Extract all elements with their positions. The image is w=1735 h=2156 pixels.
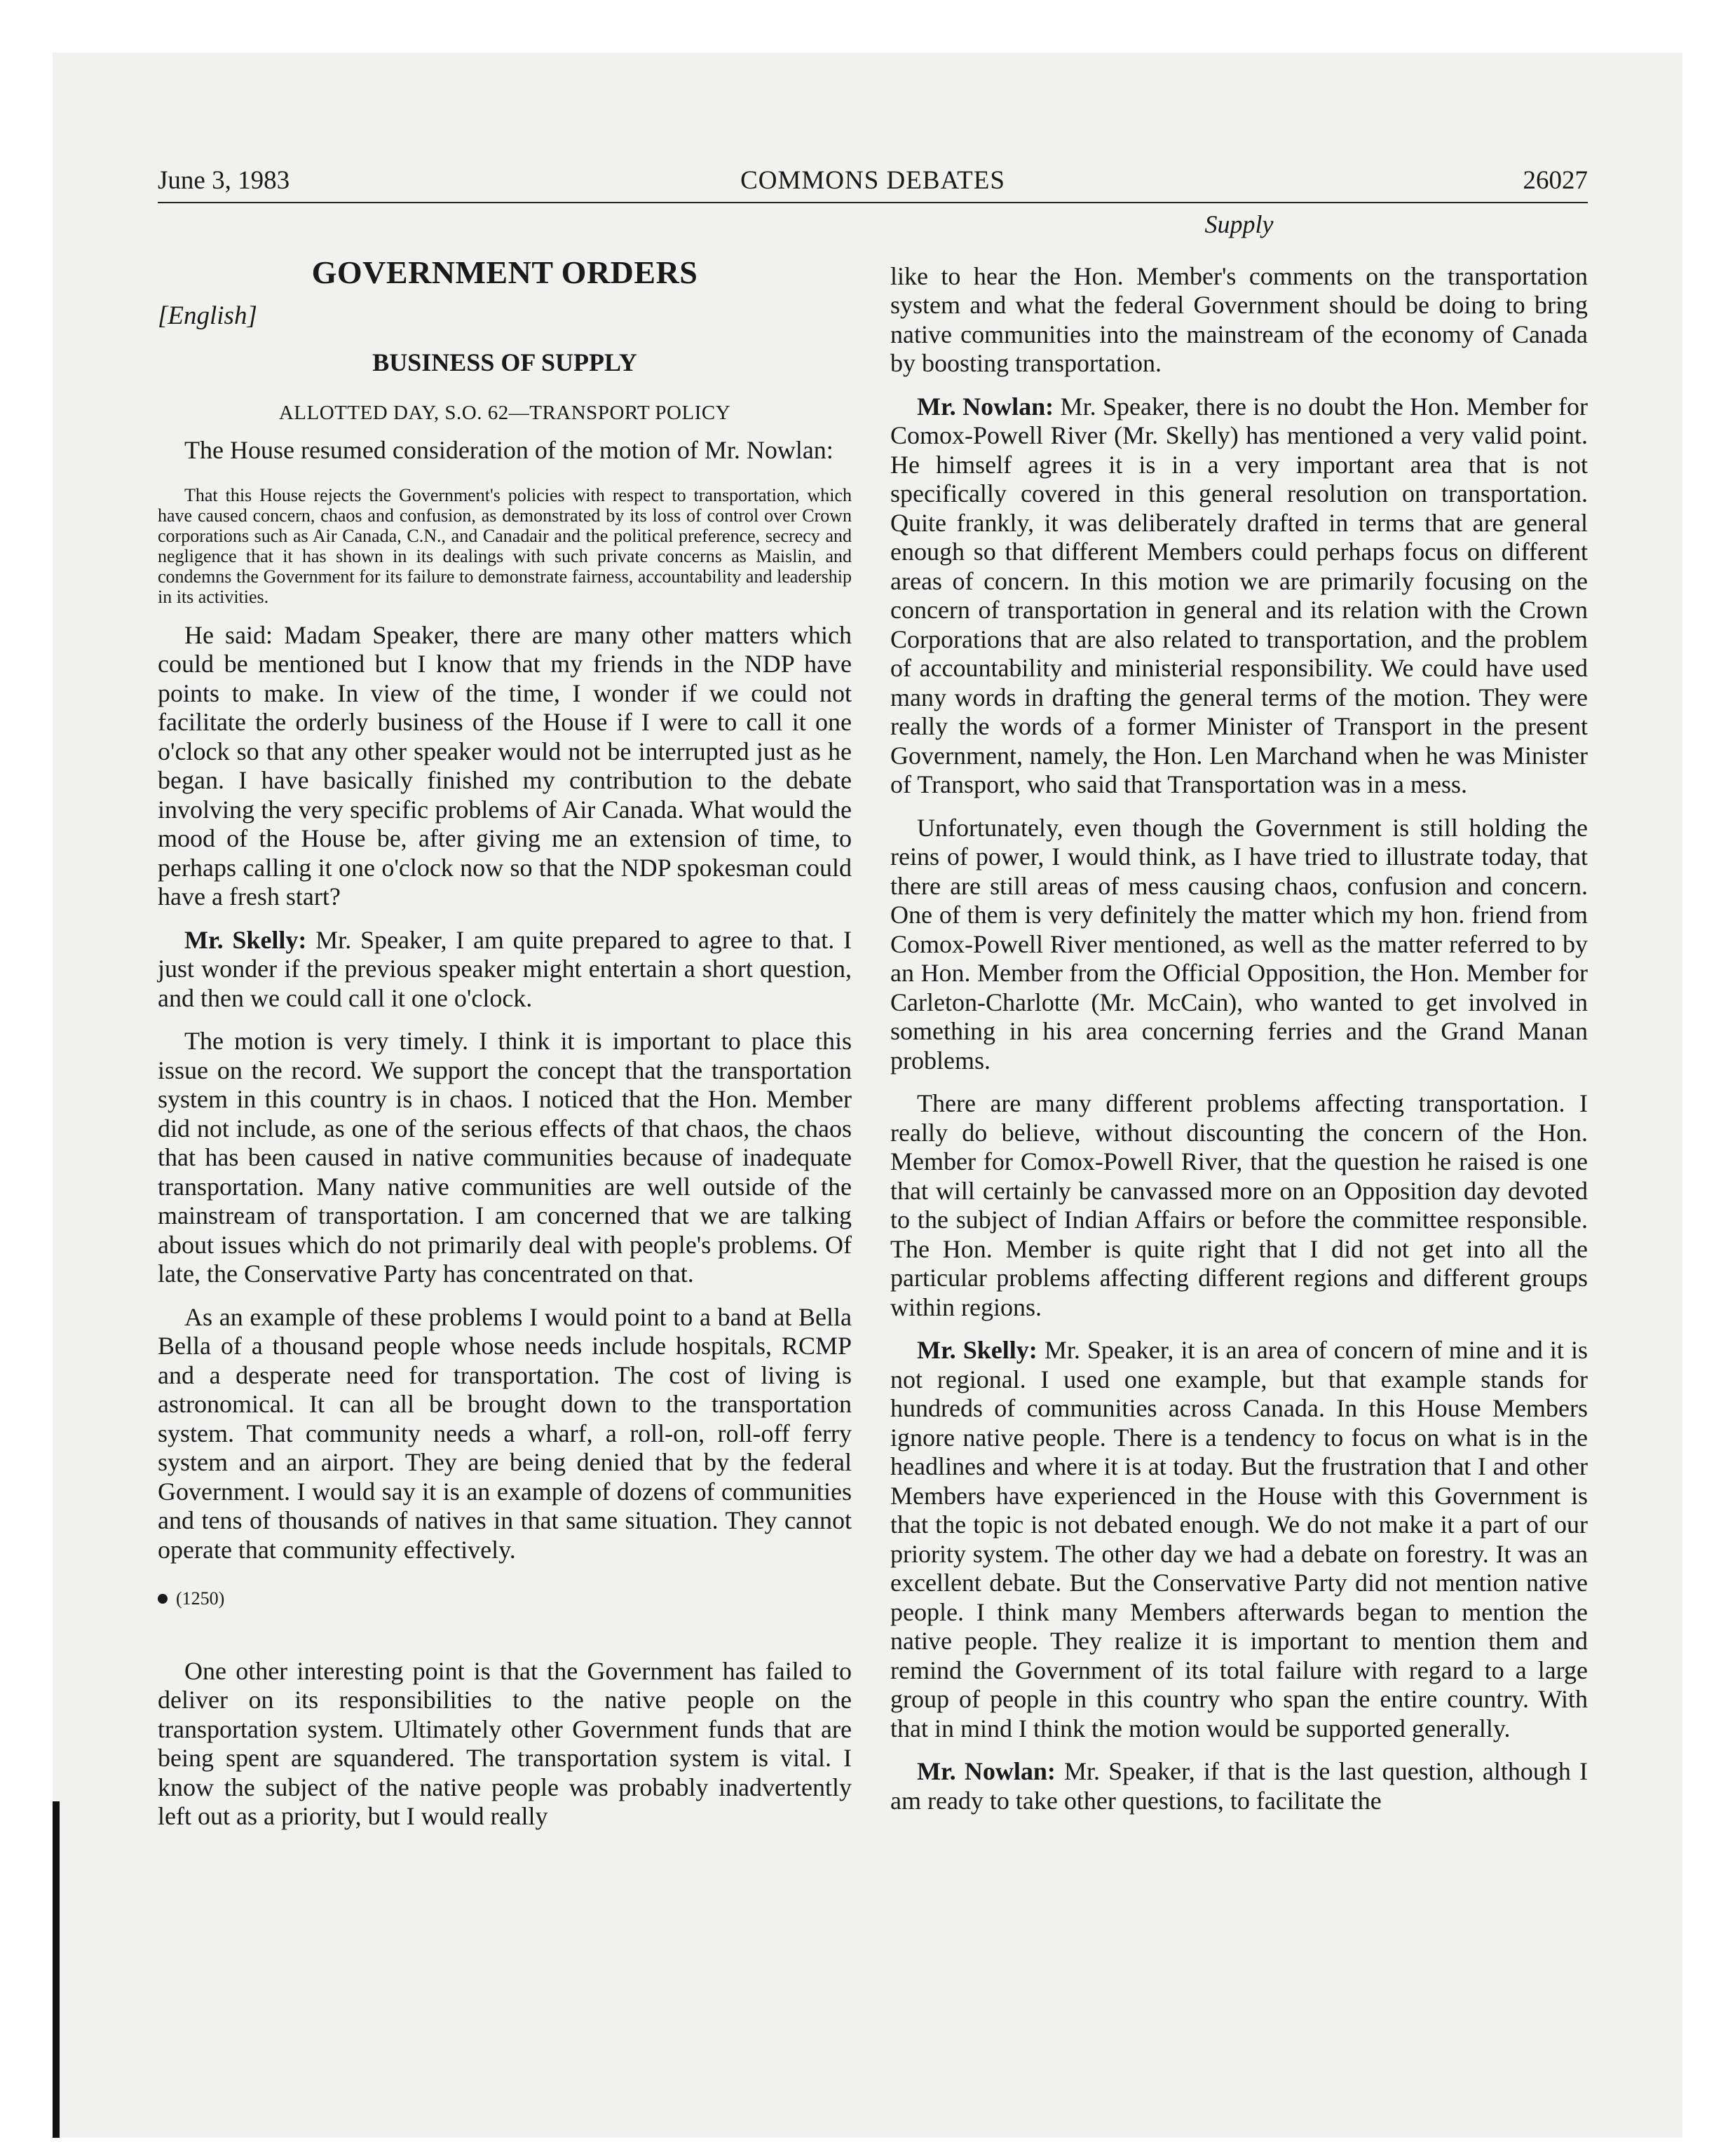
speaker-name: Mr. Nowlan:	[917, 392, 1054, 421]
paragraph: The motion is very timely. I think it is important to place this issue on the record. We support the concept that the transportation system in this country is in chaos. I noticed that the Hon. Member did not include, as one of the serious effects of that chaos, the chaos that has been caused in native communities because of inadequate transportation. Many native communities are well outside of the mainstream of transportation. I am concerned that we are talking about issues which do not primarily deal with people's problems. Of late, the Conservative Party has concentrated on that.	[158, 1027, 852, 1288]
speaker-name: Mr. Nowlan:	[917, 1757, 1056, 1785]
paragraph: One other interesting point is that the Government has failed to deliver on its responsibilities to the native people on the transportation system. Ultimately other Government funds that are being spent are squandered. The transportation system is vital. I know the subject of the native people was probably inadvertently left out as a priority, but I would really	[158, 1656, 852, 1830]
paragraph: like to hear the Hon. Member's comments on the transportation system and what the federal Government should be doing to bring native communities into the mainstream of the economy of Canada by boosting transportation.	[890, 261, 1588, 377]
paragraph	[890, 1336, 1588, 1743]
speech-text: Mr. Speaker, there is no doubt the Hon. Member for Comox-Powell River (Mr. Skelly) has mentioned a very valid point. He himself agrees it is in a very important area that is not specifically covered in this general resolution on transportation. Quite frankly, it was deliberately drafted in terms that are general enough so that different Members could perhaps focus on different areas of concern. In this motion we are primarily focusing on the concern of transportation in general and its relation with the Crown Corporations that are also related to transportation, and the problem of accountability and ministerial responsibility. We could have used many words in drafting the general terms of the motion. They were really the words of a former Minister of Transport in the present Government, namely, the Hon. Len Marchand when he was Minister of Transport, who said that Transportation was in a mess.	[890, 392, 1588, 798]
speech-text: Mr. Speaker, if that is the last question, although I am ready to take other questions, to facilitate the	[890, 1757, 1588, 1815]
time-label: (1250)	[176, 1588, 225, 1609]
allotted-day-heading: ALLOTTED DAY, S.O. 62—TRANSPORT POLICY	[278, 401, 731, 424]
paragraph	[158, 926, 852, 1014]
section-heading: GOVERNMENT ORDERS	[311, 254, 698, 290]
page-number: 26027	[1523, 166, 1588, 195]
bullet-icon	[158, 1594, 168, 1604]
subheading: BUSINESS OF SUPPLY	[372, 348, 637, 376]
language-note: [English]	[158, 301, 257, 330]
paragraph	[890, 393, 1588, 800]
header-title: COMMONS DEBATES	[740, 166, 1005, 195]
motion-intro: The House resumed consideration of the motion of Mr. Nowlan:	[184, 436, 834, 464]
paragraph	[890, 1757, 1588, 1815]
paragraph: He said: Madam Speaker, there are many other matters which could be mentioned but I know that my friends in the NDP have points to make. In view of the time, I wonder if we could not facilitate the orderly business of the House if I were to call it one o'clock so that any other speaker would not be interrupted just as he began. I have basically finished my contribution to the debate involving the very specific problems of Air Canada. What would the mood of the House be, after giving me an extension of time, to perhaps calling it one o'clock now so that the NDP spokesman could have a fresh start?	[158, 620, 852, 910]
motion-text: That this House rejects the Government's policies with respect to transportation, which have caused concern, chaos and confusion, as demonstrated by its loss of control over Crown corporations such as Air Canada, C.N., and Canadair and the political preference, secrecy and negligence that it has shown in its dealings with such private concerns as Maislin, and condemns the Government for its failure to demonstrate fairness, accountability and leadership in its activities.	[158, 484, 852, 607]
speaker-name: Mr. Skelly:	[184, 925, 307, 954]
speech-text: Mr. Speaker, it is an area of concern of mine and it is not regional. I used one example, but that example stands for hundreds of communities across Canada. In this House Members ignore native people. There is a tendency to focus on what is in the headlines and where it is at today. But the frustration that I and other Members have experienced in the House with this Government is that the topic is not debated enough. We do not make it a part of our priority system. The other day we had a debate on forestry. It was an excellent debate. But the Conservative Party did not mention native people. I think many Members afterwards began to mention the native people. They realize it is important to mention them and remind the Government of its total failure with regard to a large group of people in this country who span the entire country. With that in mind I think the motion would be supported generally.	[890, 1336, 1588, 1742]
page-header	[158, 160, 1588, 203]
paragraph: There are many different problems affecting transportation. I really do believe, without discounting the concern of the Hon. Member for Comox-Powell River, that the question he raised is one that will certainly be canvassed more on an Opposition day devoted to the subject of Indian Affairs or before the committee responsible. The Hon. Member is quite right that I did not get into all the particular problems affecting different regions and different groups within regions.	[890, 1089, 1588, 1321]
paragraph: As an example of these problems I would point to a band at Bella Bella of a thousand people whose needs include hospitals, RCMP and a desperate need for transportation. The cost of living is astronomical. It can all be brought down to the transportation system. That community needs a wharf, a roll-on, roll-off ferry system and an airport. They are being denied that by the federal Government. I would say it is an example of dozens of communities and tens of thousands of natives in that same situation. They cannot operate that community effectively.	[158, 1302, 852, 1564]
speaker-name: Mr. Skelly:	[917, 1336, 1037, 1364]
left-column	[158, 210, 852, 1831]
speech-text: Mr. Speaker, I am quite prepared to agree to that. I just wonder if the previous speaker might entertain a short question, and then we could call it one o'clock.	[158, 925, 852, 1012]
right-column	[890, 210, 1588, 1815]
binding-edge	[53, 1801, 60, 2138]
running-section-label: Supply	[1204, 210, 1274, 238]
paragraph: Unfortunately, even though the Government is still holding the reins of power, I would think, as I have tried to illustrate today, that there are still areas of mess causing chaos, confusion and concern. One of them is very definitely the matter which my hon. friend from Comox-Powell River mentioned, as well as the matter referred to by an Hon. Member from the Official Opposition, the Hon. Member for Carleton-Charlotte (Mr. McCain), who wanted to get involved in something in his area concerning ferries and the Grand Manan problems.	[890, 813, 1588, 1074]
header-date: June 3, 1983	[158, 166, 290, 195]
time-marker	[158, 1584, 852, 1613]
